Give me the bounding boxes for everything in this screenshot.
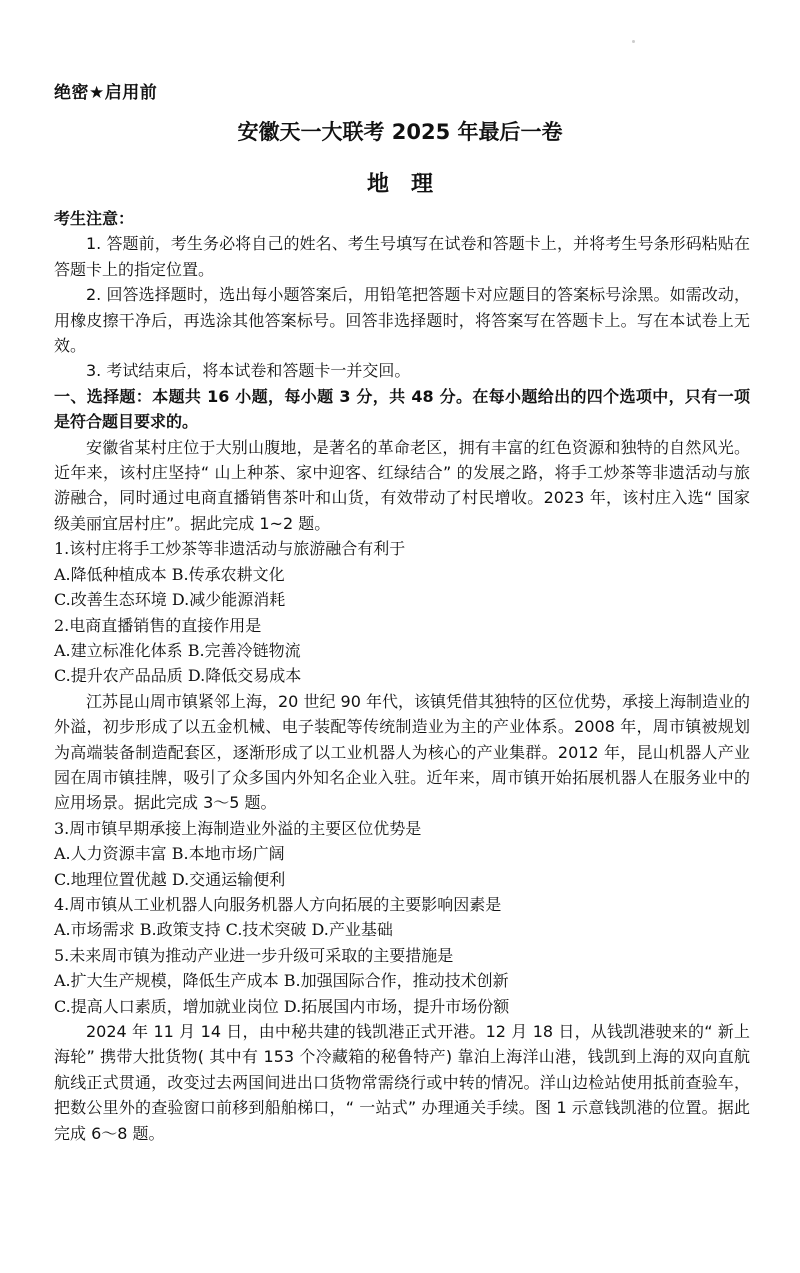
- notice-item: 3. 考试结束后，将本试卷和答题卡一并交回。: [86, 361, 411, 381]
- scan-speck: [632, 40, 635, 43]
- secret-label: 绝密★启用前: [54, 83, 158, 103]
- question-options: C.改善生态环境 D.减少能源消耗: [54, 590, 286, 610]
- section-heading: 一、选择题：本题共 16 小题，每小题 3 分，共 48 分。在每小题给出的四个选项中，只有一项是符合题目要求的。: [54, 386, 750, 432]
- question-stem: 3.周市镇早期承接上海制造业外溢的主要区位优势是: [54, 818, 422, 838]
- question-stem: 5.未来周市镇为推动产业进一步升级可采取的主要措施是: [54, 945, 454, 965]
- question-stem: 4.周市镇从工业机器人向服务机器人方向拓展的主要影响因素是: [54, 894, 502, 914]
- passage: 2024 年 11 月 14 日，由中秘共建的钱凯港正式开港。12 月 18 日，从钱凯港驶来的“ 新上海轮” 携带大批货物( 其中有 153 个冷藏箱的秘鲁特产) 靠泊上海洋山港，钱凯到上海的双向直航航线正式贯通，改变过去两国间进出口货物常需绕行或中转的情况。洋山边检站使用抵前查验车，把数公里外的查验窗口前移到船舶梯口，“ 一站式” 办理通关手续。图 1 示意钱凯港的位置。据此完成 6～8 题。: [54, 1022, 750, 1143]
- passage: 江苏昆山周市镇紧邻上海，20 世纪 90 年代，该镇凭借其独特的区位优势，承接上海制造业的外溢，初步形成了以五金机械、电子装配等传统制造业为主的产业体系。2008 年，周市镇被规划为高端装备制造配套区，逐渐形成了以工业机器人为核心的产业集群。2012 年，昆山机器人产业园在周市镇挂牌，吸引了众多国内外知名企业入驻。近年来，周市镇开始拓展机器人在服务业中的应用场景。据此完成 3～5 题。: [54, 691, 750, 813]
- passage: 安徽省某村庄位于大别山腹地，是著名的革命老区，拥有丰富的红色资源和独特的自然风光。近年来，该村庄坚持“ 山上种茶、家中迎客、红绿结合” 的发展之路，将手工炒茶等非遗活动与旅游融合，同时通过电商直播销售茶叶和山货，有效带动了村民增收。2023 年，该村庄入选“ 国家级美丽宜居村庄”。据此完成 1~2 题。: [54, 437, 750, 533]
- question-stem: 2.电商直播销售的直接作用是: [54, 615, 262, 635]
- exam-title: 安徽天一大联考 2025 年最后一卷: [237, 120, 563, 144]
- exam-content: [54, 206, 750, 1146]
- notice-heading: 考生注意：: [54, 209, 135, 228]
- notice-item: 2. 回答选择题时，选出每小题答案后，用铅笔把答题卡对应题目的答案标号涂黑。如需改动，用橡皮擦干净后，再选涂其他答案标号。回答非选择题时，将答案写在答题卡上。写在本试卷上无效。: [54, 285, 750, 356]
- question-options: A.市场需求 B.政策支持 C.技术突破 D.产业基础: [54, 920, 393, 940]
- question-options: A.降低种植成本 B.传承农耕文化: [54, 564, 285, 584]
- question-options: C.提升农产品品质 D.降低交易成本: [54, 666, 302, 686]
- notice-item: 1. 答题前，考生务必将自己的姓名、考生号填写在试卷和答题卡上，并将考生号条形码粘贴在答题卡上的指定位置。: [54, 234, 750, 279]
- question-options: A.扩大生产规模，降低生产成本 B.加强国际合作，推动技术创新: [54, 971, 509, 991]
- question-options: C.提高人口素质，增加就业岗位 D.拓展国内市场，提升市场份额: [54, 996, 510, 1016]
- question-options: C.地理位置优越 D.交通运输便利: [54, 869, 286, 889]
- question-stem: 1.该村庄将手工炒茶等非遗活动与旅游融合有利于: [54, 539, 406, 559]
- subject-title: 地理: [366, 172, 455, 197]
- question-options: A.人力资源丰富 B.本地市场广阔: [54, 844, 285, 864]
- question-options: A.建立标准化体系 B.完善冷链物流: [54, 640, 301, 660]
